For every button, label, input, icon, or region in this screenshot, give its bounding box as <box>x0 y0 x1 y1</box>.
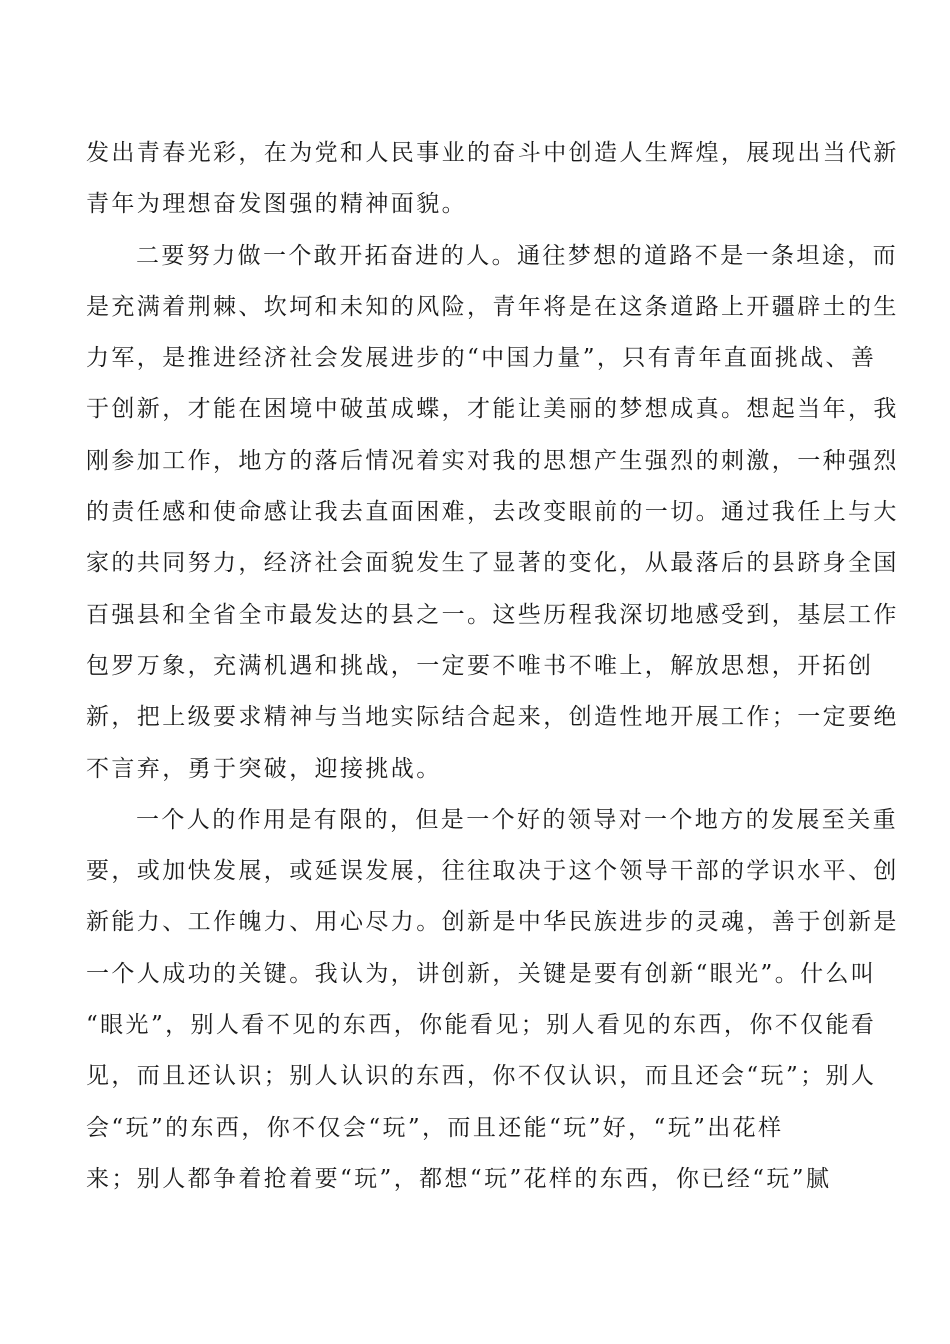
paragraph-2-line-6: 的责任感和使命感让我去直面困难，去改变眼前的一切。通过我任上与大 <box>86 499 899 526</box>
paragraph-3-line-1: 一个人的作用是有限的，但是一个好的领导对一个地方的发展至关重 <box>136 806 898 833</box>
paragraph-2-line-4: 于创新，才能在困境中破茧成蝶，才能让美丽的梦想成真。想起当年，我 <box>86 396 899 423</box>
paragraph-2-line-2: 是充满着荆棘、坎坷和未知的风险，青年将是在这条道路上开疆辟土的生 <box>86 293 899 320</box>
paragraph-3-line-2: 要，或加快发展，或延误发展，往往取决于这个领导干部的学识水平、创 <box>86 858 899 885</box>
paragraph-3-line-4: 一个人成功的关键。我认为，讲创新，关键是要有创新“眼光”。什么叫 <box>86 960 877 987</box>
paragraph-1-line-1: 发出青春光彩，在为党和人民事业的奋斗中创造人生辉煌，展现出当代新 <box>86 140 899 166</box>
paragraph-2-line-1: 二要努力做一个敢开拓奋进的人。通往梦想的道路不是一条坦途，而 <box>136 242 898 269</box>
paragraph-2-line-8: 百强县和全省全市最发达的县之一。这些历程我深切地感受到，基层工作 <box>86 601 899 628</box>
paragraph-2-line-5: 刚参加工作，地方的落后情况着实对我的思想产生强烈的刺激，一种强烈 <box>86 447 899 474</box>
paragraph-3-line-8: 来；别人都争着抢着要“玩”，都想“玩”花样的东西，你已经“玩”腻 <box>86 1165 832 1192</box>
paragraph-2-line-10: 新，把上级要求精神与当地实际结合起来，创造性地开展工作；一定要绝 <box>86 704 899 731</box>
paragraph-3-line-6: 见，而且还认识；别人认识的东西，你不仅认识，而且还会“玩”；别人 <box>86 1063 877 1090</box>
paragraph-3-line-5: “眼光”，别人看不见的东西，你能看见；别人看见的东西，你不仅能看 <box>86 1012 877 1039</box>
paragraph-3-line-7: 会“玩”的东西，你不仅会“玩”，而且还能“玩”好，“玩”出花样 <box>86 1114 784 1141</box>
paragraph-2-line-3: 力军，是推进经济社会发展进步的“中国力量”，只有青年直面挑战、善 <box>86 345 877 372</box>
paragraph-1-line-2: 青年为理想奋发图强的精神面貌。 <box>86 191 467 218</box>
document-body <box>86 128 899 1205</box>
paragraph-3-line-3: 新能力、工作魄力、用心尽力。创新是中华民族进步的灵魂，善于创新是 <box>86 909 899 936</box>
paragraph-2-line-7: 家的共同努力，经济社会面貌发生了显著的变化，从最落后的县跻身全国 <box>86 550 899 577</box>
paragraph-2-line-9: 包罗万象，充满机遇和挑战，一定要不唯书不唯上，解放思想，开拓创 <box>86 652 874 679</box>
paragraph-2-line-11: 不言弃，勇于突破，迎接挑战。 <box>86 755 442 782</box>
